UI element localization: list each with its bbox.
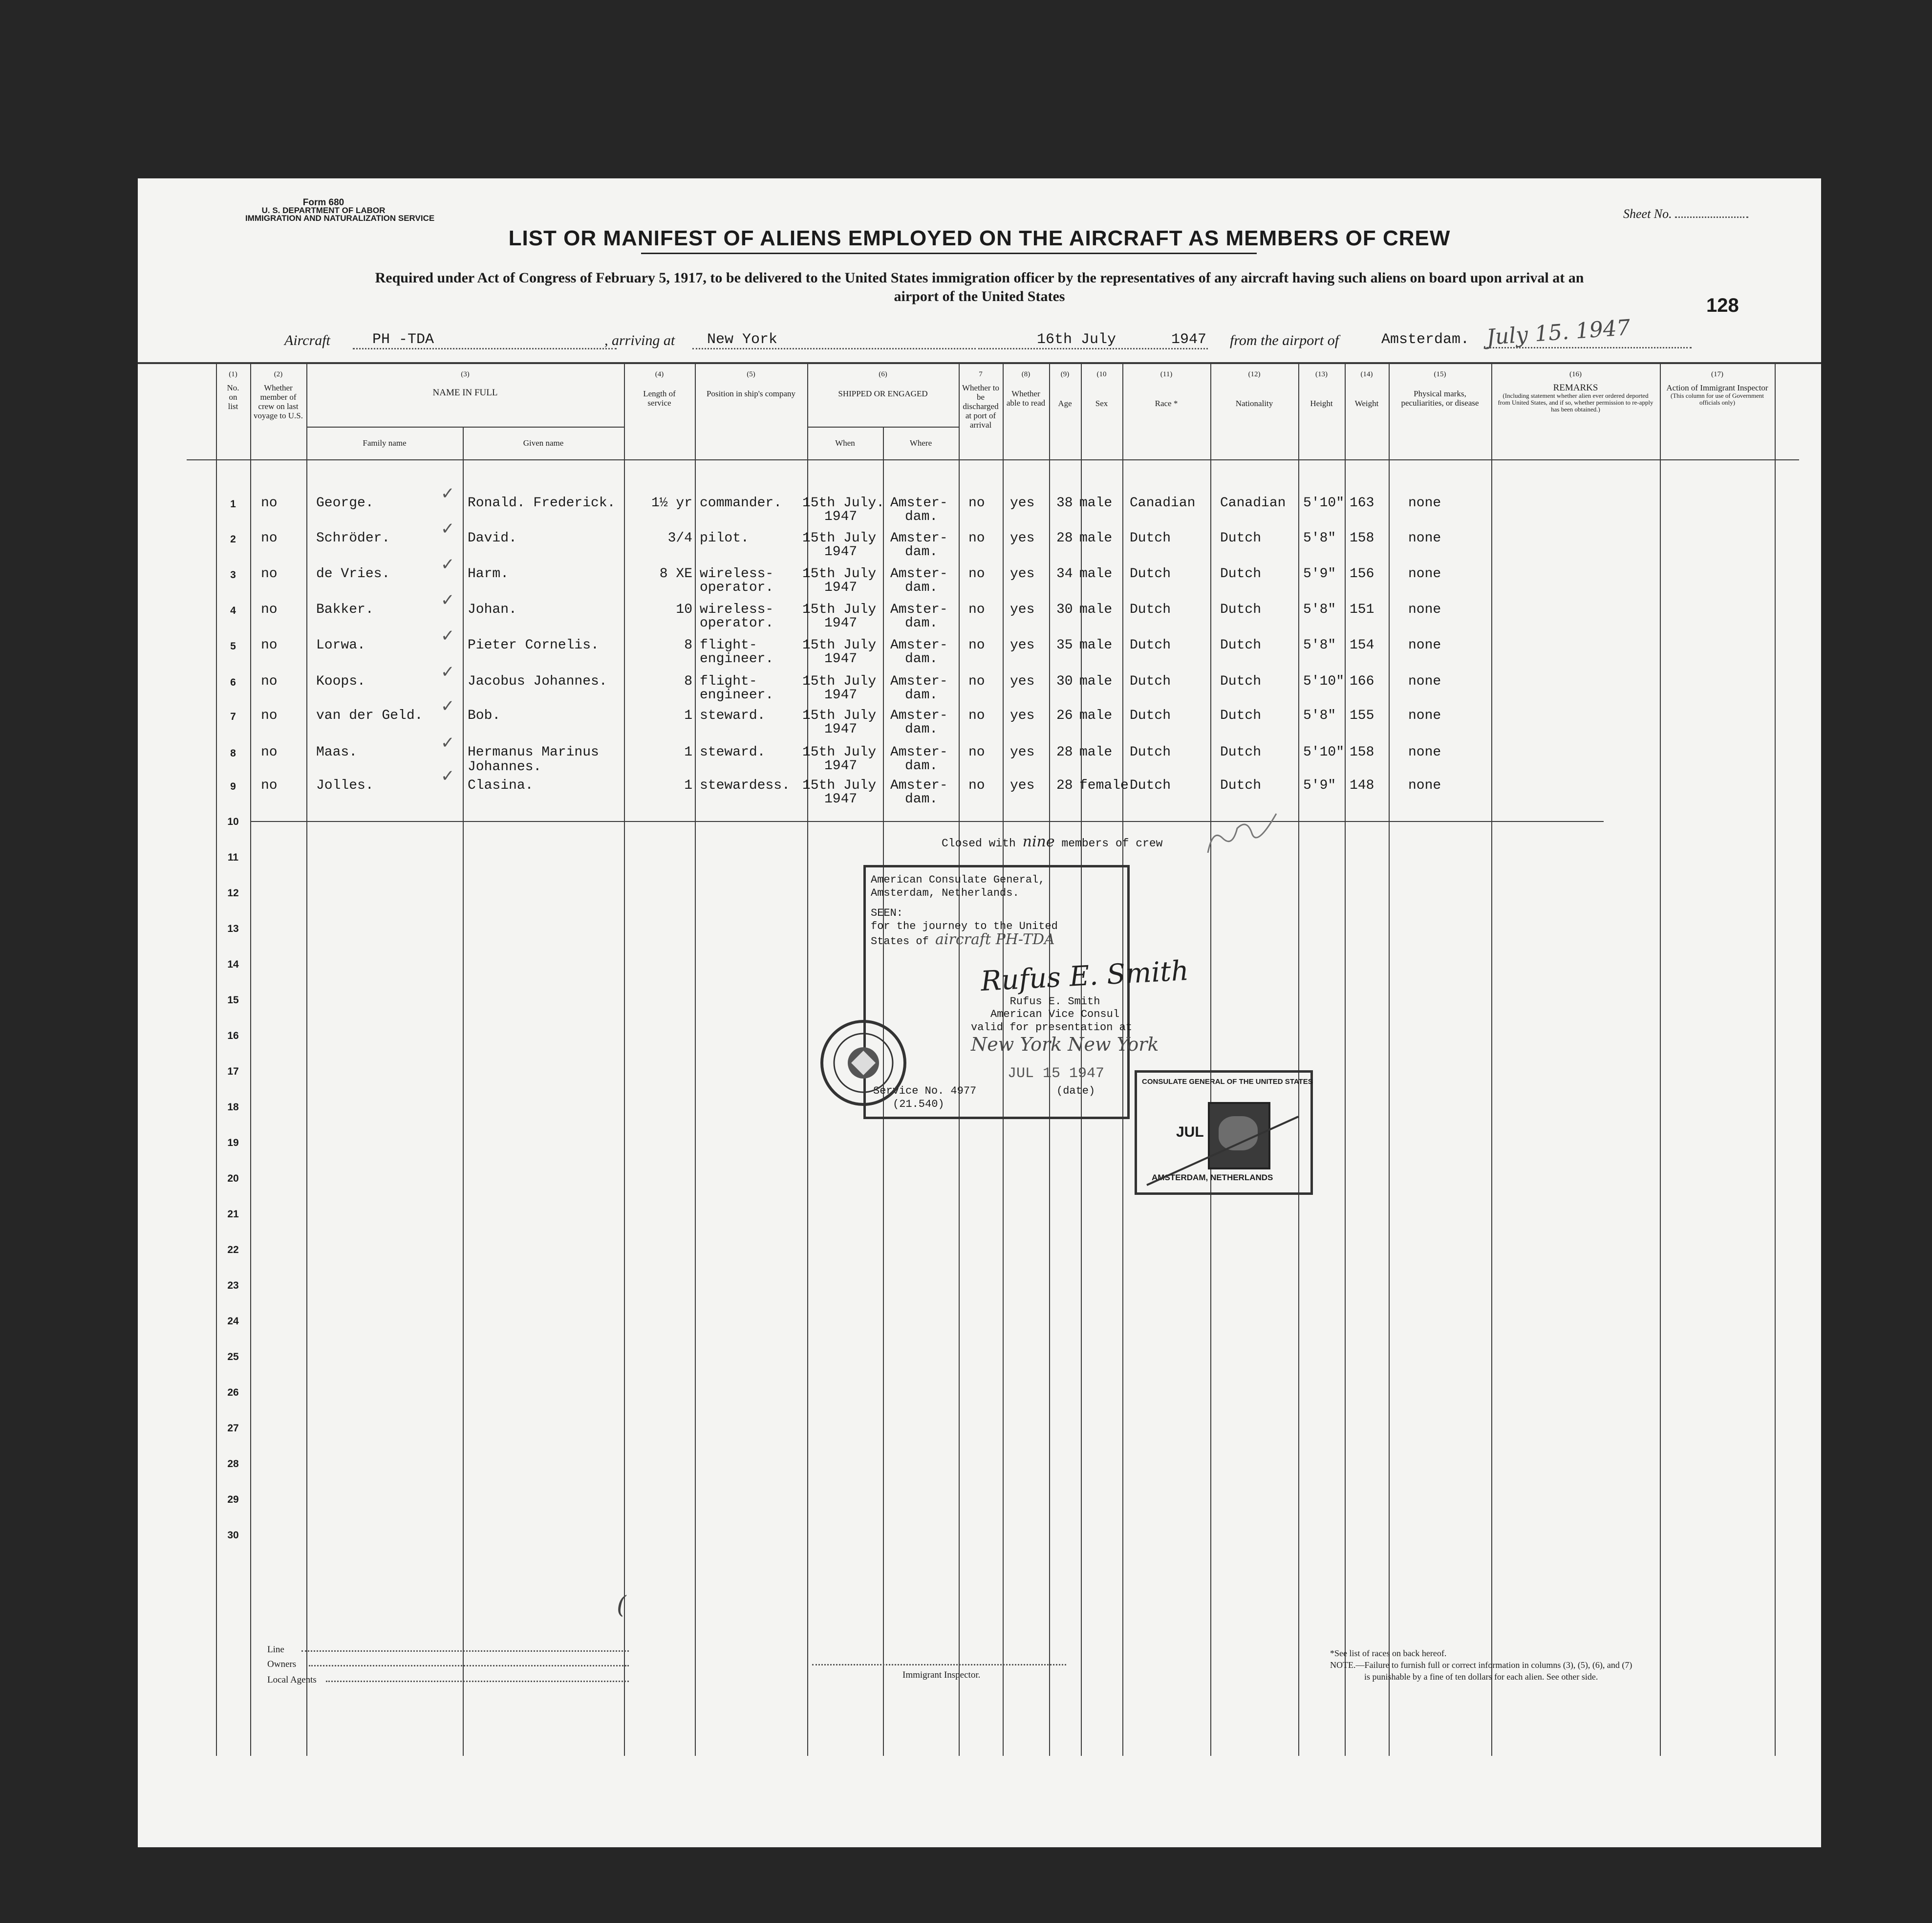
line-number: 25 [227,1351,239,1362]
race-cell: Dutch [1130,602,1171,617]
able-to-read-cell: yes [1010,496,1035,511]
physical-marks-cell: none [1408,531,1441,546]
nationality-cell: Dutch [1220,566,1262,582]
weight-cell: 151 [1350,602,1374,617]
line-number: 10 [227,816,239,827]
shipped-year-cell: 1947 [824,580,858,595]
header-col-7: 7 Whether to be discharged at port of arrival [962,370,999,430]
header-col-13: (13) Height [1310,370,1333,408]
shipped-when-cell: 15th July. [802,496,885,511]
shipped-where-cell-2: dam. [905,509,938,524]
position-cell: steward. [700,745,766,760]
shipped-when-cell: 15th July [802,531,877,546]
discharged-cell: no [968,674,985,689]
last-voyage-cell: no [261,602,278,617]
row-number: 6 [230,677,236,688]
sex-cell: male [1079,531,1113,546]
check-mark-icon: ✓ [441,767,455,785]
shipped-where-cell-2: dam. [905,722,938,737]
sex-cell: male [1079,496,1113,511]
service-name: IMMIGRATION AND NATURALIZATION SERVICE [245,214,435,223]
height-cell: 5'8" [1303,531,1336,546]
nationality-cell: Dutch [1220,778,1262,793]
physical-marks-cell: none [1408,638,1441,653]
shipped-year-cell: 1947 [824,758,858,774]
shipped-where-cell-2: dam. [905,758,938,774]
column-rule [216,363,217,1756]
discharged-cell: no [968,778,985,793]
check-mark-icon: ✓ [441,591,455,609]
discharged-cell: no [968,566,985,582]
manifest-sheet [138,178,1821,1847]
age-cell: 35 [1056,638,1073,653]
header-col-14: (14) Weight [1354,370,1379,408]
given-name-cell: Bob. [468,708,501,723]
footer-line-label: Line [267,1644,284,1655]
valid-for-text: valid for presentation at [971,1021,1133,1034]
shipped-year-cell: 1947 [824,651,858,667]
race-cell: Dutch [1130,778,1171,793]
position-cell: flight- [700,638,757,653]
shipped-where-cell: Amster- [890,602,948,617]
subtitle-line-1: Required under Act of Congress of February 5, 1917, to be delivered to the United States immigration officer by the representatives of any aircraft having such aliens on board upon arrival at an [375,270,1584,286]
department-name: U. S. DEPARTMENT OF LABOR [261,206,386,215]
weight-cell: 154 [1350,638,1374,653]
shipped-where-cell: Amster- [890,674,948,689]
form-agency-header [245,197,435,223]
penalty-note-2: is punishable by a fine of ten dollars for each alien. See other side. [1364,1672,1598,1682]
position-cell-2: operator. [700,580,774,595]
service-length-cell: 1 [684,778,692,793]
closed-with-note: Closed with nine members of crew [942,833,1163,850]
column-rule [1775,363,1776,1756]
arrival-date: 16th July [978,331,1208,349]
service-length-cell: 3/4 [667,531,692,546]
page-number: 128 [1706,295,1739,316]
column-rule [695,363,696,1756]
header-col-8: (8) Whether able to read [1006,370,1046,408]
position-cell: steward. [700,708,766,723]
shipped-where-cell-2: dam. [905,544,938,560]
shipped-year-cell: 1947 [824,616,858,631]
header-col-15: (15) Physical marks, peculiarities, or disease [1401,370,1479,408]
consul-signature: Rufus E. Smith [980,954,1190,998]
height-cell: 5'9" [1303,566,1336,582]
height-cell: 5'10" [1303,496,1345,511]
nationality-cell: Dutch [1220,674,1262,689]
able-to-read-cell: yes [1010,674,1035,689]
last-voyage-cell: no [261,745,278,760]
discharged-cell: no [968,602,985,617]
shipped-when-cell: 15th July [802,745,877,760]
document-title: LIST OR MANIFEST OF ALIENS EMPLOYED ON THE AIRCRAFT AS MEMBERS OF CREW [508,226,1451,250]
family-name-cell: Maas. [316,745,358,760]
weight-cell: 155 [1350,708,1374,723]
header-col-6: (6) SHIPPED OR ENGAGED [838,370,928,398]
position-cell-2: engineer. [700,688,774,703]
check-mark-icon: ✓ [441,663,455,681]
shipped-when-cell: 15th July [802,602,877,617]
shipped-year-cell: 1947 [824,688,858,703]
given-name-cell: David. [468,531,517,546]
shipped-where-cell: Amster- [890,638,948,653]
given-name-cell: Jacobus Johannes. [468,674,607,689]
sex-cell: male [1079,674,1113,689]
service-number: Service No. 4977 [873,1085,977,1097]
race-cell: Dutch [1130,708,1171,723]
header-col-9: (9) Age [1058,370,1072,408]
service-length-cell: 8 XE [659,566,692,582]
given-name-cell: Pieter Cornelis. [468,638,599,653]
weight-cell: 163 [1350,496,1374,511]
table-top-rule [138,362,1821,364]
able-to-read-cell: yes [1010,566,1035,582]
header-col-5: (5) Position in ship's company [706,370,796,398]
age-cell: 28 [1056,778,1073,793]
line-number: 16 [227,1030,239,1041]
inspector-signature-rule [812,1664,1066,1665]
given-name-cell: Hermanus Marinus [468,745,599,760]
shipped-year-cell: 1947 [824,722,858,737]
footer-owners-rule [309,1665,629,1666]
line-number: 18 [227,1102,239,1113]
column-rule [624,363,625,1756]
family-name-cell: Schröder. [316,531,390,546]
height-cell: 5'9" [1303,778,1336,793]
race-cell: Dutch [1130,745,1171,760]
aircraft-label: Aircraft [284,332,330,348]
sex-cell: male [1079,602,1113,617]
able-to-read-cell: yes [1010,745,1035,760]
shipped-when-cell: 15th July [802,566,877,582]
column-rule [1298,363,1299,1756]
line-number: 30 [227,1530,239,1541]
line-number: 23 [227,1280,239,1291]
header-col-3: (3) NAME IN FULL [432,370,498,398]
able-to-read-cell: yes [1010,602,1035,617]
row-number: 7 [230,711,236,722]
line-number: 14 [227,959,239,970]
age-cell: 34 [1056,566,1073,582]
header-given-name: Given name [523,438,564,448]
line-number: 22 [227,1244,239,1255]
races-note: *See list of races on back hereof. [1330,1648,1447,1658]
header-col-2: (2) Whether member of crew on last voyage to U.S. [253,370,303,420]
fee-stamp [1135,1070,1313,1195]
line-number: 15 [227,994,239,1006]
row-number: 4 [230,605,236,616]
given-name-cell: Johan. [468,602,517,617]
pencil-mark: ( [617,1591,626,1619]
height-cell: 5'8" [1303,708,1336,723]
position-cell: wireless- [700,602,774,617]
race-cell: Dutch [1130,674,1171,689]
column-rule [1660,363,1661,1756]
header-col-4: (4) Length of service [643,370,676,408]
header-bottom-rule [187,459,1799,460]
footer-owners-label: Owners [267,1659,297,1669]
handwritten-date-line [1486,347,1692,348]
family-name-cell: George. [316,496,374,511]
age-cell: 28 [1056,745,1073,760]
nationality-cell: Dutch [1220,531,1262,546]
column-rule [1210,363,1211,1756]
seen-label: SEEN: [871,907,903,919]
check-mark-icon: ✓ [441,485,455,503]
shipped-when-cell: 15th July [802,674,877,689]
consulate-date: JUL 15 1947 [1008,1065,1105,1082]
column-rule [306,363,307,1756]
race-cell: Dutch [1130,638,1171,653]
shipped-when-cell: 15th July [802,638,877,653]
subtitle-line-2: airport of the United States [894,288,1065,304]
discharged-cell: no [968,638,985,653]
row-number: 9 [230,781,236,792]
line-number: 21 [227,1209,239,1220]
position-cell: wireless- [700,566,774,582]
line-number: 20 [227,1173,239,1184]
physical-marks-cell: none [1408,778,1441,793]
given-name-cell: Harm. [468,566,509,582]
family-name-cell: de Vries. [316,566,390,582]
able-to-read-cell: yes [1010,531,1035,546]
position-cell: stewardess. [700,778,790,793]
check-mark-icon: ✓ [441,697,455,715]
aircraft-registration: PH -TDA [353,331,617,349]
shipped-where-cell: Amster- [890,566,948,582]
family-name-cell: Jolles. [316,778,374,793]
column-rule [1345,363,1346,1756]
shipped-year-cell: 1947 [824,792,858,807]
physical-marks-cell: none [1408,496,1441,511]
line-number: 17 [227,1066,239,1077]
nationality-cell: Dutch [1220,708,1262,723]
race-cell: Dutch [1130,566,1171,582]
weight-cell: 156 [1350,566,1374,582]
shipped-when-cell: 15th July [802,778,877,793]
given-name-cell: Clasina. [468,778,534,793]
last-voyage-cell: no [261,638,278,653]
last-voyage-cell: no [261,778,278,793]
column-rule [250,363,251,1756]
family-name-cell: Lorwa. [316,638,365,653]
name-header-rule [306,427,624,428]
nationality-cell: Dutch [1220,638,1262,653]
footer-line-rule [301,1650,629,1652]
column-rule [463,427,464,1756]
line-number: 12 [227,887,239,899]
age-cell: 28 [1056,531,1073,546]
able-to-read-cell: yes [1010,638,1035,653]
header-col-12: (12) Nationality [1235,370,1273,408]
height-cell: 5'10" [1303,745,1345,760]
departure-airport: Amsterdam. [1381,331,1470,348]
fee-stamp-top: CONSULATE GENERAL OF THE UNITED STATES [1142,1078,1313,1086]
service-length-cell: 10 [676,602,692,617]
shipped-year-cell: 1947 [824,544,858,560]
service-length-cell: 1 [684,708,692,723]
arrival-port: New York [692,331,976,349]
check-mark-icon: ✓ [441,556,455,574]
shipped-when-cell: 15th July [802,708,877,723]
age-cell: 30 [1056,602,1073,617]
weight-cell: 148 [1350,778,1374,793]
service-length-cell: 1 [684,745,692,760]
family-name-cell: Koops. [316,674,365,689]
shipped-where-cell-2: dam. [905,688,938,703]
family-name-cell: Bakker. [316,602,374,617]
header-shipped-where: Where [909,438,932,448]
footer-agents-label: Local Agents [267,1675,317,1685]
line-number: 28 [227,1458,239,1469]
row-number: 1 [230,498,236,510]
line-number: 29 [227,1494,239,1505]
position-cell-2: engineer. [700,651,774,667]
discharged-cell: no [968,745,985,760]
age-cell: 26 [1056,708,1073,723]
sex-cell: female [1079,778,1129,793]
height-cell: 5'8" [1303,602,1336,617]
arriving-label: , arriving at [604,332,675,348]
shipped-where-cell-2: dam. [905,616,938,631]
age-cell: 30 [1056,674,1073,689]
position-cell-2: operator. [700,616,774,631]
able-to-read-cell: yes [1010,778,1035,793]
handwritten-date: July 15. 1947 [1485,315,1631,350]
row-number: 8 [230,748,236,759]
shipped-where-cell-2: dam. [905,651,938,667]
states-of-text: States of [871,935,929,948]
shipped-where-cell: Amster- [890,496,948,511]
service-length-cell: 1½ yr [651,496,692,511]
consul-name: Rufus E. Smith [1009,995,1100,1008]
header-col-10: (10 Sex [1095,370,1108,408]
service-length-cell: 8 [684,638,692,653]
valid-for-handwritten: New York New York [971,1034,1159,1055]
header-col-1: (1) No. on list [227,370,239,411]
title-underline [641,253,1257,254]
consul-title: American Vice Consul [990,1008,1120,1020]
able-to-read-cell: yes [1010,708,1035,723]
line-number: 19 [227,1137,239,1148]
check-mark-icon: ✓ [441,520,455,538]
fee-amount: (21.540) [893,1098,945,1110]
nationality-cell: Canadian [1220,496,1286,511]
line-number: 24 [227,1316,239,1327]
row-number: 3 [230,569,236,581]
position-cell: flight- [700,674,757,689]
weight-cell: 158 [1350,531,1374,546]
header-col-16: (16) REMARKS (Including statement whether alien ever ordered deported from United States, and if so, whether permission to re-apply has been obtained.) [1498,370,1653,413]
fee-stamp-bottom: AMSTERDAM, NETHERLANDS [1152,1173,1273,1182]
line-number: 27 [227,1423,239,1434]
arrival-year: 1947 [1171,331,1207,348]
nationality-cell: Dutch [1220,602,1262,617]
row-number: 2 [230,534,236,545]
service-length-cell: 8 [684,674,692,689]
given-name-cell-2: Johannes. [468,759,542,775]
shipped-where-cell: Amster- [890,708,948,723]
position-cell: commander. [700,496,782,511]
sex-cell: male [1079,566,1113,582]
date-caption: (date) [1056,1085,1095,1097]
height-cell: 5'10" [1303,674,1345,689]
race-cell: Canadian [1130,496,1196,511]
column-rule [1491,363,1492,1756]
header-col-11: (11) Race * [1155,370,1178,408]
physical-marks-cell: none [1408,566,1441,582]
fee-stamp-month: JUL [1176,1124,1204,1140]
discharged-cell: no [968,708,985,723]
header-col-17: (17) Action of Immigrant Inspector (This column for use of Government officials only) [1666,370,1768,406]
sex-cell: male [1079,745,1113,760]
position-cell: pilot. [700,531,749,546]
last-entry-rule [250,821,1604,822]
physical-marks-cell: none [1408,708,1441,723]
shipped-where-cell-2: dam. [905,792,938,807]
row-number: 5 [230,641,236,652]
nationality-cell: Dutch [1220,745,1262,760]
inspector-label: Immigrant Inspector. [902,1670,981,1680]
check-mark-icon: ✓ [441,627,455,645]
shipped-where-cell: Amster- [890,531,948,546]
inspector-initials [1203,809,1281,858]
sheet-number-label: Sheet No. [1623,207,1748,221]
sex-cell: male [1079,638,1113,653]
age-cell: 38 [1056,496,1073,511]
physical-marks-cell: none [1408,674,1441,689]
column-rule [1389,363,1390,1756]
race-cell: Dutch [1130,531,1171,546]
physical-marks-cell: none [1408,745,1441,760]
given-name-cell: Ronald. Frederick. [468,496,616,511]
journey-text: for the journey to the United [871,920,1058,932]
footer-agents-rule [326,1681,629,1682]
penalty-note: NOTE.—Failure to furnish full or correct information in columns (3), (5), (6), and (7) [1330,1660,1632,1670]
last-voyage-cell: no [261,674,278,689]
weight-cell: 166 [1350,674,1374,689]
consulate-city: Amsterdam, Netherlands. [871,887,1019,899]
discharged-cell: no [968,531,985,546]
line-number: 13 [227,923,239,934]
last-voyage-cell: no [261,708,278,723]
discharged-cell: no [968,496,985,511]
last-voyage-cell: no [261,531,278,546]
states-of-handwritten: aircraft PH-TDA [935,931,1055,948]
consulate-name: American Consulate General, [871,874,1045,886]
check-mark-icon: ✓ [441,734,455,752]
sex-cell: male [1079,708,1113,723]
shipped-year-cell: 1947 [824,509,858,524]
shipped-where-cell-2: dam. [905,580,938,595]
from-airport-label: from the airport of [1230,332,1339,348]
header-shipped-when: When [835,438,855,448]
form-number: Form 680 [302,197,344,208]
height-cell: 5'8" [1303,638,1336,653]
shipped-where-cell: Amster- [890,745,948,760]
consular-seal-icon [817,1016,910,1109]
physical-marks-cell: none [1408,602,1441,617]
last-voyage-cell: no [261,496,278,511]
header-family-name: Family name [363,438,407,448]
line-number: 11 [227,852,239,863]
family-name-cell: van der Geld. [316,708,423,723]
line-number: 26 [227,1387,239,1398]
weight-cell: 158 [1350,745,1374,760]
last-voyage-cell: no [261,566,278,582]
shipped-where-cell: Amster- [890,778,948,793]
